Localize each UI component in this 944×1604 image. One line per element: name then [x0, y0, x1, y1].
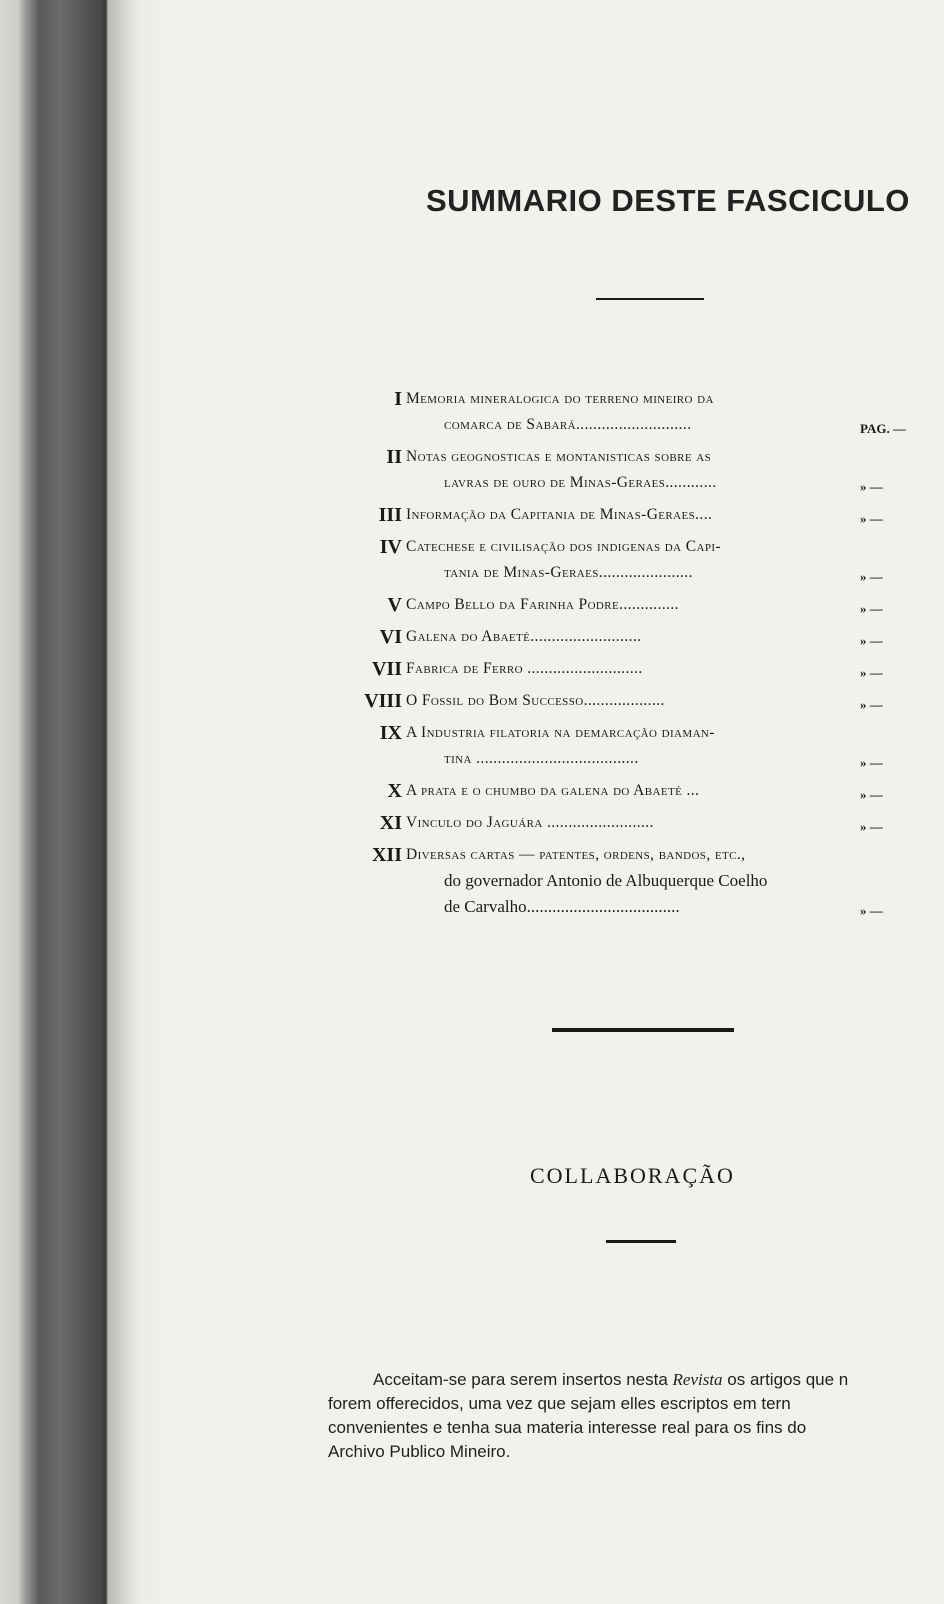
toc-num: VII — [371, 658, 402, 680]
toc-title: Catechese e civilisação dos indigenas da Capi- — [406, 538, 721, 555]
toc-entry-x — [330, 778, 930, 810]
toc-num: V — [387, 594, 402, 616]
collab-paragraph — [328, 1368, 938, 1464]
revista-emphasis: Revista — [672, 1370, 723, 1389]
toc-num: IV — [379, 536, 402, 558]
collab-heading: COLLABORAÇÃO — [530, 1163, 735, 1188]
toc-page: » — — [860, 601, 883, 616]
toc-num: VIII — [364, 690, 402, 712]
toc-entry-ii — [330, 444, 930, 502]
toc-page: » — — [860, 511, 883, 526]
collab-line-4: Archivo Publico Mineiro. — [328, 1442, 511, 1461]
toc-entry-v — [330, 592, 930, 624]
toc-num: II — [386, 446, 402, 468]
toc-title: A prata e o chumbo da galena do Abaeté ... — [406, 782, 700, 799]
toc-num: X — [387, 780, 402, 802]
toc-entry-viii — [330, 688, 930, 720]
section-rule — [552, 1028, 734, 1032]
toc-page: PAG. — — [860, 421, 906, 436]
toc-entry-xi — [330, 810, 930, 842]
toc-title: Memoria mineralogica do terreno mineiro da — [406, 390, 714, 407]
page-title: SUMMARIO DESTE FASCICULO — [426, 183, 910, 218]
toc-title: Diversas cartas — patentes, ordens, bandos, etc., — [406, 846, 746, 863]
toc-title: A Industria filatoria na demarcação diaman- — [406, 724, 715, 741]
collab-line-2: forem offerecidos, uma vez que sejam elles escriptos em tern — [328, 1394, 791, 1413]
toc-page: » — — [860, 787, 883, 802]
toc-num: XII — [371, 844, 402, 866]
toc-title: O Fossil do Bom Successo................... — [406, 692, 665, 709]
toc-num: VI — [379, 626, 402, 648]
toc-title: Vinculo do Jaguára ......................... — [406, 814, 654, 831]
toc-num: IX — [379, 722, 402, 744]
toc-page: » — — [860, 819, 883, 834]
toc-title-cont: lavras de ouro de Minas-Geraes............ — [444, 474, 717, 491]
toc-entry-xii — [330, 842, 930, 926]
toc-num: XI — [379, 812, 402, 834]
collab-text: os artigos que n — [722, 1370, 849, 1389]
toc-page: » — — [860, 479, 883, 494]
collab-line-3: convenientes e tenha sua materia interesse real para os fins do — [328, 1418, 807, 1437]
toc-page: » — — [860, 903, 883, 918]
toc-title-cont: comarca de Sabará........................... — [444, 416, 692, 433]
toc-entry-vi — [330, 624, 930, 656]
toc-entry-vii — [330, 656, 930, 688]
toc-title: Fabrica de Ferro ........................... — [406, 660, 643, 677]
toc-title: Informação da Capitania de Minas-Geraes.... — [406, 506, 713, 523]
toc-entry-iv — [330, 534, 930, 592]
toc-page: » — — [860, 755, 883, 770]
toc-entry-ix — [330, 720, 930, 778]
toc-num: III — [378, 504, 402, 526]
collab-rule — [606, 1240, 676, 1243]
toc-title: Campo Bello da Farinha Podre.............. — [406, 596, 679, 613]
page-shadow — [108, 0, 168, 1604]
title-rule — [596, 298, 704, 300]
toc-title-cont: tina ...................................... — [444, 750, 639, 767]
toc-page: » — — [860, 697, 883, 712]
toc-page: » — — [860, 569, 883, 584]
toc-entry-i — [330, 386, 930, 444]
toc-title-cont: de Carvalho.................................... — [444, 897, 680, 916]
toc-title: Galena do Abaeté.......................... — [406, 628, 642, 645]
toc-entry-iii — [330, 502, 930, 534]
toc-num: I — [394, 388, 402, 410]
toc-title: Notas geognosticas e montanisticas sobre as — [406, 448, 712, 465]
collab-text: Acceitam-se para serem insertos nesta — [373, 1370, 673, 1389]
toc-title-cont: tania de Minas-Geraes...................... — [444, 564, 693, 581]
toc-page: » — — [860, 633, 883, 648]
toc-title-cont: do governador Antonio de Albuquerque Coelho — [444, 871, 768, 890]
binding-edge — [0, 0, 108, 1604]
table-of-contents — [330, 386, 930, 926]
toc-page: » — — [860, 665, 883, 680]
collab-line-1 — [328, 1368, 938, 1392]
